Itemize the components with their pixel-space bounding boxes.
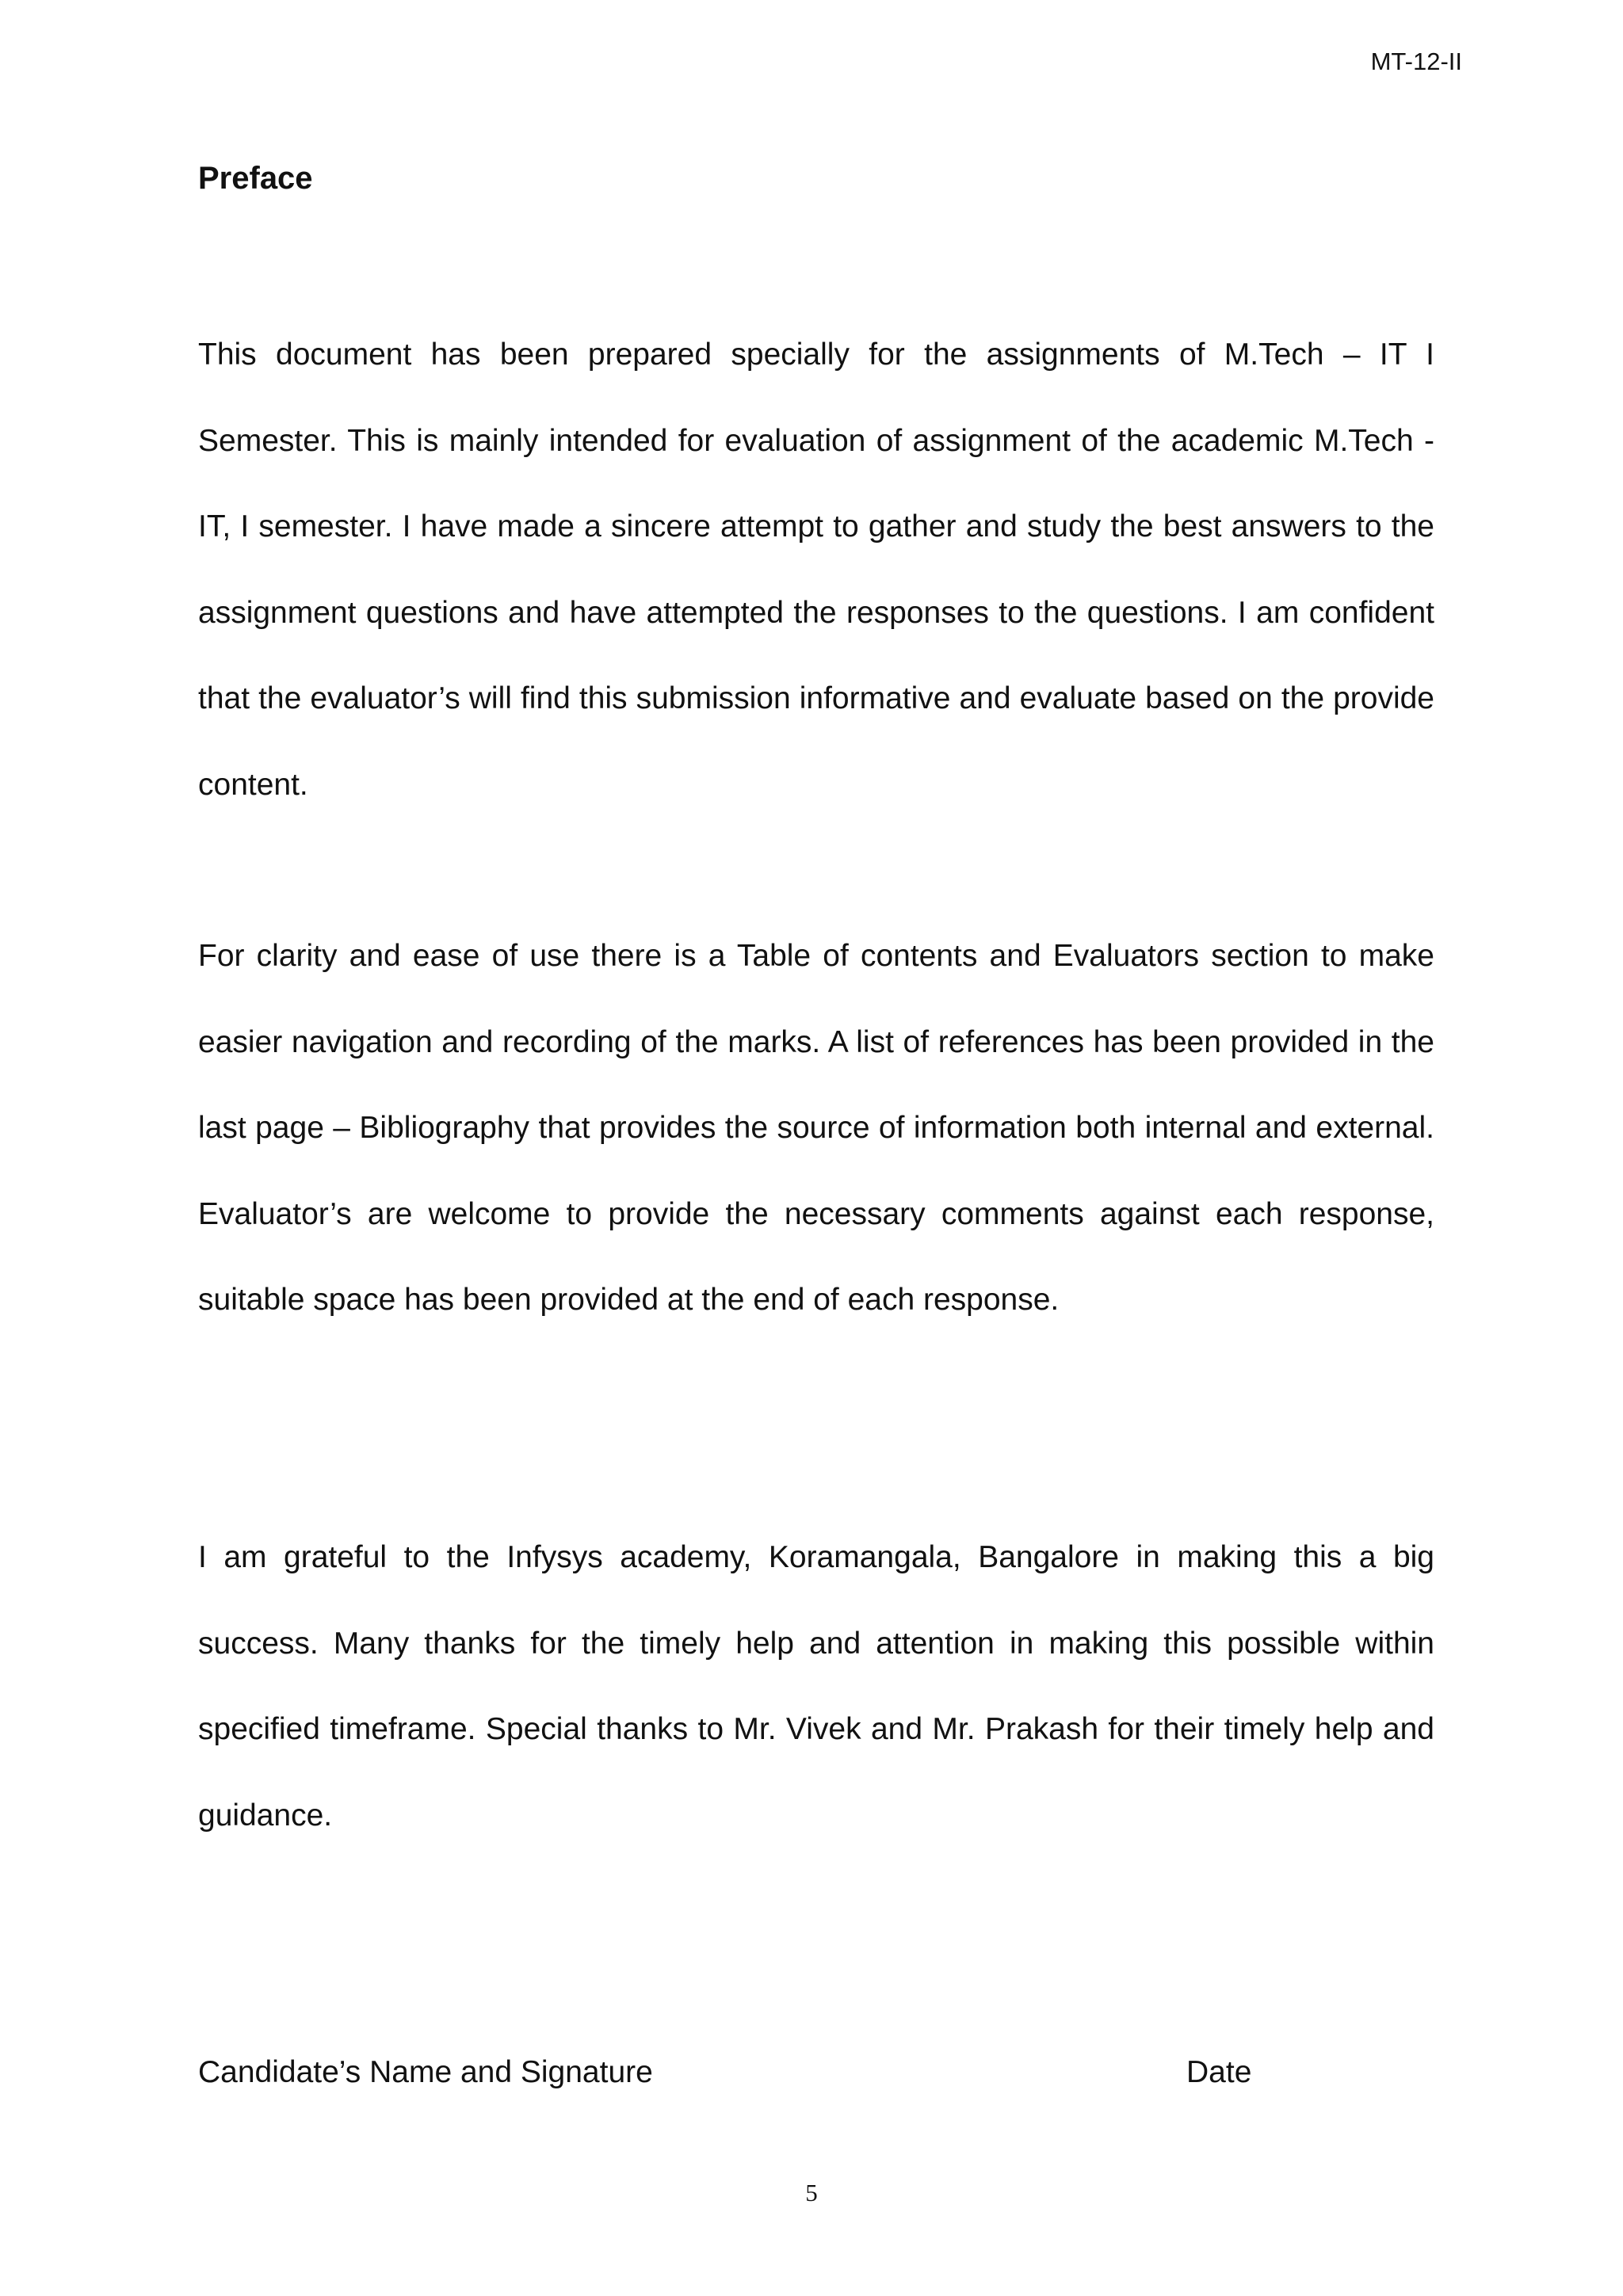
preface-paragraph-intro: This document has been prepared specially for the assignments of M.Tech – IT I Semester. This is mainly intended for evaluation of assignment of the academic M.Tech - IT, I semester. I have made a sincere attempt to gather and study the best answers to the assignment questions and have attempted the responses to the questions. I am confident that the evaluator’s will find this submission informative and evaluate based on the provide content. [198, 338, 1434, 802]
date-label: Date [1186, 2055, 1252, 2089]
candidate-signature-label: Candidate’s Name and Signature [198, 2055, 653, 2089]
page-number: 5 [805, 2179, 818, 2206]
page-title: Preface [198, 161, 313, 196]
document-code: MT-12-II [1370, 48, 1462, 75]
preface-paragraph-acknowledgements: I am grateful to the Infysys academy, Koramangala, Bangalore in making this a big success. Many thanks for the timely help and attention in making this possible within specified timeframe. Special thanks to Mr. Vivek and Mr. Prakash for their timely help and guidance. [198, 1540, 1434, 1833]
preface-paragraph-navigation: For clarity and ease of use there is a Table of contents and Evaluators section to make easier navigation and recording of the marks. A list of references has been provided in the last page – Bibliography that provides the source of information both internal and external. Evaluator’s are welcome to provide the necessary comments against each response, suitable space has been provided at the end of each response. [198, 939, 1434, 1317]
